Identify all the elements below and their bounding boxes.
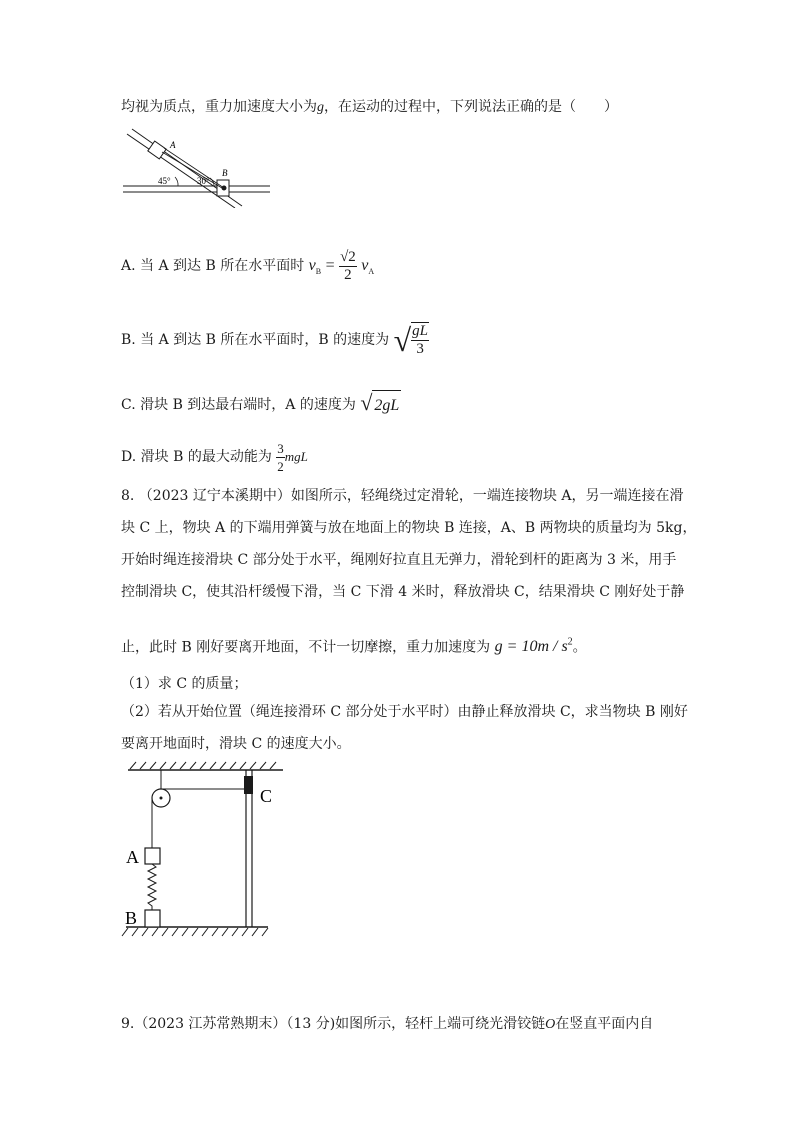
- q8-label-c: C: [260, 786, 273, 806]
- q7-option-c-text: C. 滑块 B 到达最右端时，A 的速度为: [121, 397, 356, 413]
- q7-option-a: [121, 246, 374, 286]
- q7-option-a-eq: =: [325, 257, 335, 274]
- q7-option-a-va: v: [361, 257, 369, 274]
- q7-option-a-den: 2: [344, 266, 352, 283]
- q7-angle-30-label: 30°: [197, 176, 210, 186]
- q9-line-1: [121, 1014, 653, 1035]
- q7-option-b: [121, 318, 429, 362]
- q7-option-d-text: D. 滑块 B 的最大动能为: [121, 449, 272, 465]
- q7-option-b-sqrt: √ $\frac{gL}{3}$: [393, 322, 428, 358]
- q8-line-3: 开始时绳连接滑块 C 部分处于水平，绳刚好拉直且无弹力，滑轮到杆的距离为 3 米，用手: [121, 552, 677, 568]
- q8-line-4: 控制滑块 C，使其沿杆缓慢下滑，当 C 下滑 4 米时，释放滑块 C，结果滑块 C 刚好处于静: [121, 584, 685, 600]
- q8-g-value: g = 10m / s: [494, 638, 568, 656]
- q7-option-a-vb: v: [308, 257, 316, 274]
- q8-line-5-text: 止，此时 B 刚好要离开地面，不计一切摩擦，重力加速度为: [121, 639, 491, 656]
- q7-intro-tail: ，在运动的过程中，下列说法正确的是（ ）: [324, 99, 618, 115]
- q7-option-b-text: B. 当 A 到达 B 所在水平面时，B 的速度为: [121, 332, 390, 349]
- q7-option-a-va-sub: A: [368, 266, 375, 276]
- q7-option-c-sqrt: √ 2gL: [360, 388, 401, 422]
- q8-label-b: B: [125, 908, 138, 928]
- q8-line-5-end: 。: [572, 639, 587, 656]
- q7-option-a-text: A. 当 A 到达 B 所在水平面时: [121, 258, 305, 274]
- q7-g-symbol: g: [317, 100, 324, 115]
- q7-option-a-vb-sub: B: [315, 266, 322, 276]
- q9-line-1-tail: 在竖直平面内自: [555, 1016, 654, 1032]
- q8-g-exponent: 2: [567, 637, 573, 648]
- q8-figure: [118, 760, 288, 942]
- q7-option-b-den: 3: [416, 341, 424, 357]
- q7-label-b: B: [222, 168, 228, 178]
- q7-figure: [118, 126, 278, 208]
- q8-line-5: [121, 628, 587, 662]
- q9-o-symbol: O: [545, 1017, 556, 1032]
- q7-option-d-mgl: mgL: [284, 449, 308, 464]
- q7-option-d-den: 2: [277, 458, 284, 474]
- q7-option-d-num: 3: [277, 440, 284, 456]
- q7-option-d: [121, 437, 308, 477]
- q7-option-d-fraction: [276, 440, 285, 475]
- q8-label-a: A: [126, 847, 139, 867]
- q7-option-c-radicand: 2gL: [372, 390, 401, 421]
- q7-intro: 均视为质点，重力加速度大小为: [121, 99, 317, 115]
- q7-option-a-fraction: [339, 249, 357, 284]
- q7-intro-line: [121, 97, 618, 118]
- q8-line-1: 8. （2023 辽宁本溪期中）如图所示，轻绳绕过定滑轮，一端连接物块 A，另一端连接在滑: [121, 488, 684, 504]
- q7-label-a: A: [170, 140, 176, 150]
- q7-angle-45-label: 45°: [158, 176, 171, 186]
- q9-line-1-text: 9.（2023 江苏常熟期末）（13 分)如图所示，轻杆上端可绕光滑铰链: [121, 1016, 546, 1032]
- q7-option-b-num: gL: [412, 323, 428, 339]
- q8-sub-1: （1）求 C 的质量；: [121, 676, 248, 692]
- q7-option-c: [121, 388, 401, 418]
- q8-g-equation: [495, 638, 573, 655]
- q8-sub-2-line-2: 要离开地面时，滑块 C 的速度大小。: [121, 736, 351, 752]
- q8-line-2: 块 C 上，物块 A 的下端用弹簧与放在地面上的物块 B 连接，A、B 两物块的质量均为 5kg，: [121, 520, 697, 536]
- q7-option-a-num: √2: [340, 248, 356, 265]
- q8-sub-2-line-1: （2）若从开始位置（绳连接滑环 C 部分处于水平时）由静止释放滑块 C，求当物块 B 刚好: [121, 704, 688, 720]
